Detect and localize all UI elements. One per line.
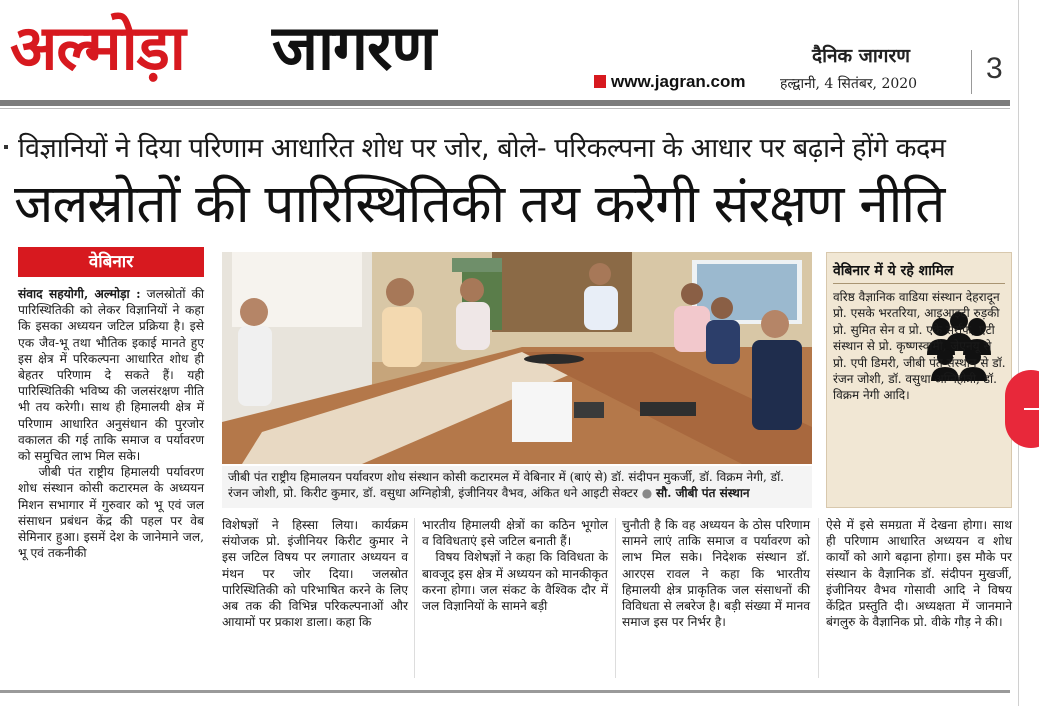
participants-text xyxy=(833,289,1009,404)
column-1-para-2: जीबी पंत राष्ट्रीय हिमालयी पर्यावरण शोध संस्थान कोसी कटारमल के अध्ययन मिशन सभागार में गुरुवार को भू एवं जल संसाधन प्रबंधन केंद्र की पहल पर वेब सेमिनार हुआ। इसमें देश के जानेमाने जल, भू एवं तकनीकी xyxy=(18,465,204,561)
subheadline: विज्ञानियों ने दिया परिणाम आधारित शोध पर जोर, बोले- परिकल्पना के आधार पर बढ़ाने होंगे कदम xyxy=(18,133,946,164)
participants-list: वरिष्ठ वैज्ञानिक वाडिया संस्थान देहरादून प्रो. एसके भरतरिया, आइआइटी रुड़की प्रो. सुमित सेन व प्रो. एके सर्राफ, एटी संस्थान से प्रो. कृष्णस्वामी, जेएनयू से प्रो. एपी डिमरी, जीबी पंत संस्थान से डॉ. रंजन जोशी, डॉ. वसुधा अग्निहोत्री, डॉ. विक्रम नेगी आदि। xyxy=(833,290,1006,403)
meeting-room-illustration xyxy=(222,252,812,464)
masthead-title-black: जागरण xyxy=(272,11,436,84)
page-bottom-rule xyxy=(0,690,1010,693)
article-column-2: विशेषज्ञों ने हिस्सा लिया। कार्यक्रम संयोजक प्रो. इंजीनियर किरीट कुमार ने इस जटिल विषय पर लगातार अध्ययन व मंथन पर जोर दिया। जलस्रोत पारिस्थितिकी को परिभाषित करने के लिए अब तक की विभिन्न परिकल्पनाओं और आयामों पर प्रकाश डाला। कहा कि xyxy=(222,518,408,630)
website-link[interactable] xyxy=(594,72,745,92)
photo-caption-text: जीबी पंत राष्ट्रीय हिमालयन पर्यावरण शोध संस्थान कोसी कटारमल में वेबिनार में (बाएं से) डॉ. संदीपन मुकर्जी, डॉ. विक्रम नेगी, डॉ. रंजन जोशी, प्रो. किरीट कुमार, डॉ. वसुधा अग्निहोत्री, इंजीनियर वैभव, अंकित धने आइटी सेक्टर xyxy=(228,470,784,500)
column-3-para-2: विषय विशेषज्ञों ने कहा कि विविधता के बावजूद इस क्षेत्र में अध्ययन को मानकीकृत करना होगा। जल संकट के वैश्विक दौर में जल विज्ञानियों के सामने बड़ी xyxy=(422,550,608,614)
photo-caption xyxy=(222,466,812,508)
participants-title: वेबिनार में ये रहे शामिल xyxy=(833,263,954,279)
page-right-edge xyxy=(1018,0,1019,706)
subheadline-bullet-icon xyxy=(4,145,8,149)
headline: जलस्रोतों की पारिस्थितिकी तय करेगी संरक्षण नीति xyxy=(14,174,945,235)
masthead xyxy=(0,0,1039,108)
column-1-text: जलस्रोतों की पारिस्थितिकी को लेकर विज्ञानियों ने कहा कि इसका अध्ययन जटिल प्रक्रिया है। इसे एक जैव-भू तथा भौतिक इकाई मानते हुए इस क्षेत्र में परिकल्पना आधारित शोध ही बेहतर परिणाम दे सकते हैं। यही पारिस्थितिकी भविष्य की जलसंरक्षण नीति भी तय करेगी। साथ ही हिमालयी क्षेत्र में परिणाम आधारित अनुसंधान की पुरजोर वकालत की गई ताकि समाज व पर्यावरण को समुचित लाभ मिल सके। xyxy=(18,287,205,464)
minus-icon xyxy=(1024,408,1039,410)
category-tag: वेबिनार xyxy=(18,247,204,277)
photo-credit: सौ. जीबी पंत संस्थान xyxy=(656,486,750,500)
participants-box xyxy=(826,252,1012,508)
article-column-3 xyxy=(422,517,608,614)
byline: संवाद सहयोगी, अल्मोड़ा : xyxy=(18,287,141,301)
column-divider xyxy=(615,518,616,678)
website-url: www.jagran.com xyxy=(611,72,746,91)
column-divider xyxy=(818,518,819,678)
participants-rule xyxy=(833,283,1005,284)
page-number: 3 xyxy=(986,52,1003,85)
jagran-logo-icon xyxy=(594,75,606,88)
column-3-text: भारतीय हिमालयी क्षेत्रों का कठिन भूगोल व विविधताएं इसे जटिल बनाती हैं। xyxy=(422,518,608,549)
article-column-1 xyxy=(18,286,204,561)
caption-separator-icon: ● xyxy=(641,486,653,500)
masthead-rule-thin xyxy=(0,108,1010,109)
masthead-title-red: अल्मोड़ा xyxy=(10,11,185,84)
masthead-rule xyxy=(0,100,1010,106)
dateline: हल्द्वानी, 4 सितंबर, 2020 xyxy=(780,76,918,92)
column-divider xyxy=(414,518,415,678)
masthead-divider xyxy=(971,50,972,94)
news-photo xyxy=(222,252,812,464)
article-column-5: ऐसे में इसे समग्रता में देखना होगा। साथ ही परिणाम आधारित अध्ययन व शोध कार्यों को आगे बढ़ाना होगा। इस मौके पर संस्थान के वैज्ञानिक डॉ. संदीपन मुखर्जी, इंजीनियर वैभव गोसावी आदि ने विषय केंद्रित प्रस्तुति दी। अध्यक्षता में जानमाने बंगलुरु के वैज्ञानिक प्रो. वीके गौड़ ने की। xyxy=(826,518,1012,630)
article-column-4: चुनौती है कि वह अध्ययन के ठोस परिणाम सामने लाएं ताकि समाज व पर्यावरण को लाभ मिल सके। निदेशक संस्थान डॉ. आरएस रावल ने कहा कि भारतीय हिमालयी क्षेत्र प्राकृतिक जल संसाधनों की विविधता से लबरेज है। बड़ी संख्या में मानव समाज इस पर निर्भर है। xyxy=(622,518,810,630)
brand-name: दैनिक जागरण xyxy=(812,45,910,67)
